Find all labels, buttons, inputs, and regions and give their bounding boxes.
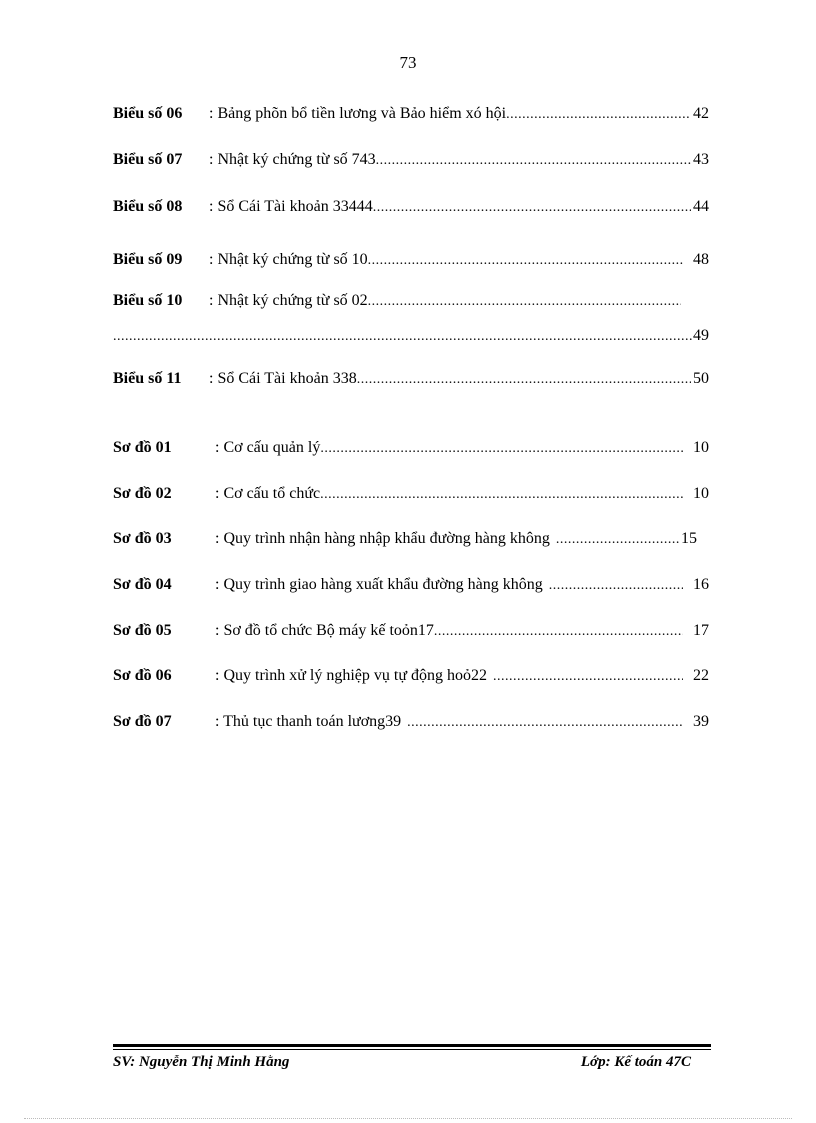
dot-leader (373, 200, 691, 216)
toc-page: 22 (693, 667, 709, 684)
dot-leader (320, 487, 683, 503)
dot-leader (320, 441, 683, 457)
dot-leader (543, 578, 683, 594)
toc-item-bieu-10 (113, 292, 681, 314)
toc-page: 44 (693, 198, 709, 215)
dot-leader (376, 153, 691, 169)
toc-title: : Nhật ký chứng từ số 10 (209, 251, 368, 268)
toc-title: : Sổ Cái Tài khoản 33444 (209, 198, 373, 215)
dot-leader (368, 294, 681, 310)
toc-page: 43 (693, 151, 709, 168)
toc-item-bieu-08 (113, 198, 709, 220)
toc-label: Sơ đồ 04 (113, 576, 172, 593)
toc-label: Sơ đồ 05 (113, 622, 172, 639)
toc-title: : Nhật ký chứng từ số 02 (209, 292, 368, 309)
toc-label: Biểu số 08 (113, 198, 183, 215)
toc-label: Biểu số 06 (113, 105, 183, 122)
page-edge-divider (24, 1118, 792, 1119)
toc-title: : Quy trình giao hàng xuất khẩu đường hàng không (215, 576, 543, 593)
dot-leader (434, 624, 683, 640)
toc-item-sodo-02 (113, 485, 709, 507)
dot-leader (506, 107, 691, 123)
dot-leader (113, 329, 693, 345)
toc-page: 15 (681, 530, 697, 547)
toc-page: 16 (693, 576, 709, 593)
toc-item-bieu-11 (113, 370, 709, 392)
toc-item-sodo-01 (113, 439, 709, 461)
toc-page: 39 (693, 713, 709, 730)
toc-label: Sơ đồ 01 (113, 439, 172, 456)
toc-item-sodo-07 (113, 713, 709, 735)
toc-item-bieu-10-continuation (113, 327, 709, 349)
dot-leader (368, 253, 683, 269)
toc-page: 50 (693, 370, 709, 387)
footer-student: SV: Nguyễn Thị Minh Hằng (113, 1054, 290, 1070)
toc-title: : Sơ đồ tổ chức Bộ máy kế toỏn17 (215, 622, 434, 639)
footer-rule-thin (113, 1049, 711, 1050)
page-footer (113, 1054, 691, 1071)
toc-item-sodo-03 (113, 530, 697, 552)
toc-title: : Cơ cấu quản lý (215, 439, 321, 456)
toc-item-bieu-07 (113, 151, 709, 173)
toc-label: Biểu số 10 (113, 292, 183, 309)
toc-title: : Quy trình xử lý nghiệp vụ tự động hoỏ22 (215, 667, 487, 684)
toc-item-sodo-06 (113, 667, 709, 689)
toc-title: : Bảng phõn bổ tiền lương và Bảo hiểm xó hội (209, 105, 507, 122)
toc-page: 48 (693, 251, 709, 268)
toc-title: : Quy trình nhận hàng nhập khẩu đường hàng không (215, 530, 550, 547)
toc-title: : Thủ tục thanh toán lương39 (215, 713, 402, 730)
toc-label: Sơ đồ 07 (113, 713, 172, 730)
toc-item-bieu-06 (113, 105, 709, 127)
toc-page: 42 (693, 105, 709, 122)
footer-rule (113, 1044, 711, 1047)
toc-page: 10 (693, 485, 709, 502)
toc-item-sodo-04 (113, 576, 709, 598)
toc-title: : Sổ Cái Tài khoản 338 (209, 370, 357, 387)
dot-leader (401, 715, 683, 731)
toc-item-sodo-05 (113, 622, 709, 644)
toc-page: 17 (693, 622, 709, 639)
dot-leader (487, 669, 683, 685)
toc-title: : Nhật ký chứng từ số 743 (209, 151, 376, 168)
toc-label: Sơ đồ 06 (113, 667, 172, 684)
toc-page: 10 (693, 439, 709, 456)
toc-label: Biểu số 09 (113, 251, 183, 268)
dot-leader (550, 532, 679, 548)
toc-page: 49 (693, 327, 709, 344)
dot-leader (357, 372, 691, 388)
toc-label: Sơ đồ 02 (113, 485, 172, 502)
footer-class: Lớp: Kế toán 47C (580, 1054, 691, 1070)
toc-item-bieu-09 (113, 251, 709, 273)
page-number: 73 (399, 53, 417, 72)
toc-title: : Cơ cấu tổ chức (215, 485, 321, 502)
toc-label: Sơ đồ 03 (113, 530, 172, 547)
toc-label: Biểu số 11 (113, 370, 182, 387)
toc-label: Biểu số 07 (113, 151, 183, 168)
